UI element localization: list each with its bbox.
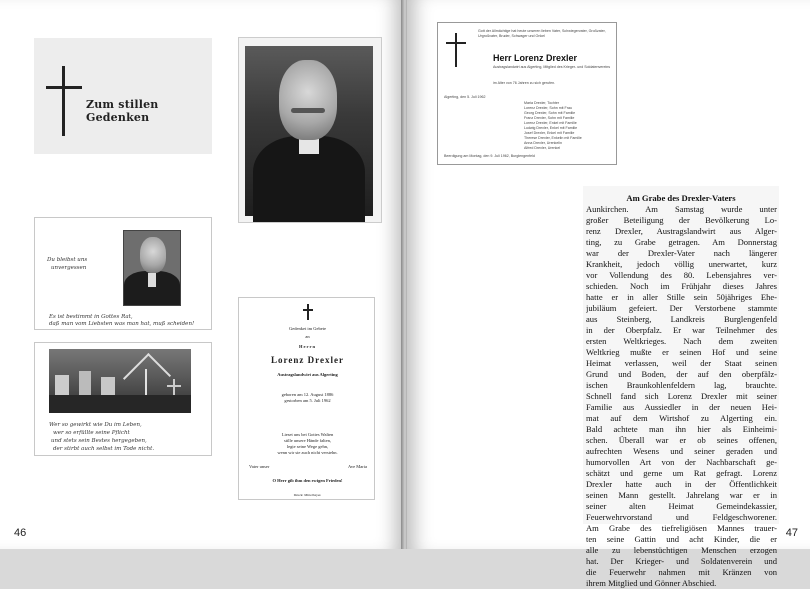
- memorial-card: [34, 217, 212, 330]
- clipping-line: mat auf dem Wirtshof zu Algerting ein.: [586, 413, 777, 423]
- prayer-verse-2: stille unsere Hände falten,: [284, 438, 331, 443]
- grave-line-3: und stets sein Bestes hergegeben,: [51, 438, 147, 444]
- clipping-line: renz Drexler, Austragslandwirt aus Alger-: [586, 226, 777, 236]
- prayer-verse-4: wenn wir sie auch nicht verstehn.: [277, 450, 338, 455]
- clipping-line: Grund und Boden, der auf den oberpfälz-: [586, 369, 777, 379]
- grave-line-4: der stirbt auch selbst im Tode nicht.: [53, 446, 155, 452]
- clipping-line: seiner alten Heimat Gemeindekassier,: [586, 501, 777, 511]
- notice-place-date: Algerting, den 5. Juli 1962: [444, 95, 486, 99]
- cross-icon: [446, 33, 466, 67]
- clipping-line: aufrechten Wesens und seiner geraden und: [586, 446, 777, 456]
- clipping-line: ihrem Mitglied und Gönner Abschied.: [586, 578, 717, 588]
- grave-line-1: Wer so gewirkt wie Du im Leben,: [49, 422, 142, 428]
- mourner-entry: Anna Drexler, Urenkelin: [524, 141, 562, 145]
- clipping-line: in der Oberpfalz. Er war Teilnehmer des: [586, 325, 777, 335]
- notice-mourners: [524, 101, 614, 151]
- grave-card: [34, 342, 212, 456]
- clipping-line: war der Drexler-Vater nach längerer: [586, 248, 777, 258]
- prayer-salutation: Herrn: [299, 344, 316, 349]
- clipping-line: humorvollen Art von der Nachbarschaft ge-: [586, 457, 777, 467]
- clipping-line: Schnell fand sich Lorenz Drexler mit seiner: [586, 391, 777, 401]
- clipping-line: schätzt und gerne um Rat gefragt. Lorenz: [586, 468, 777, 478]
- clipping-line: ersten Weltkrieges. Nach dem zweiten: [586, 336, 777, 346]
- prayer-ave-maria: Ave Maria: [347, 464, 367, 469]
- clipping-line: vor Vollendung des 80. Lebensjahres ver-: [586, 270, 777, 280]
- page-number: 47: [785, 527, 798, 539]
- notice-age: im Alter von 76 Jahren zu sich gerufen.: [493, 81, 556, 85]
- clipping-line: ischen Braunkohlenfeldern lag, brauchte.: [586, 380, 777, 390]
- clipping-line: Drexler hatte auch in der Öffentlichkeit: [586, 479, 777, 489]
- mourner-entry: Josef Drexler, Enkel mit Familie: [524, 131, 575, 135]
- memorial-line-2: unvergessen: [51, 265, 87, 271]
- newspaper-clipping: [583, 186, 779, 588]
- prayer-card: [238, 297, 375, 500]
- prayer-born: geboren am 12. August 1886: [281, 392, 334, 397]
- clipping-line: Heimat verlassen, weil der Staat seinen: [586, 358, 777, 368]
- notice-intro: Gott der Allmächtige hat heute unseren lieben Vater, Schwiegervater, Großvater, Urgroßvater, Bruder, Schwager und Onkel: [478, 29, 606, 38]
- mourner-entry: Lorenz Drexler, Enkel mit Familie: [524, 121, 577, 125]
- prayer-intro-1: Gedenket im Gebete: [289, 326, 326, 331]
- page-number: 46: [14, 527, 27, 539]
- clipping-headline: Am Grabe des Drexler-Vaters: [626, 193, 736, 203]
- clipping-line: großer Beteiligung der Bevölkerung Lo-: [586, 215, 777, 225]
- clipping-line: seinen Mann gestellt. Jahrelang war er in: [586, 490, 777, 500]
- clipping-line: Weltkrieg mußte er seinen Hof und seine: [586, 347, 777, 357]
- mourner-entry: Ludwig Drexler, Enkel mit Familie: [524, 126, 578, 130]
- prayer-name: Lorenz Drexler: [271, 355, 344, 365]
- left-page: [0, 0, 403, 549]
- clipping-line: alle zu lebenstüchtigen Menschen erzogen: [586, 545, 777, 555]
- grave-line-2: wer so erfüllte seine Pflicht: [53, 430, 130, 436]
- clipping-line: ten seine Gattin und acht Kinder, die er: [586, 534, 777, 544]
- cross-icon: [46, 66, 82, 136]
- memorial-line-1: Du bleibst uns: [47, 257, 88, 263]
- prayer-vater-unser: Vater unser: [249, 464, 270, 469]
- prayer-intro-2: an: [305, 334, 310, 339]
- clipping-line: aus Steinberg, Landkreis Burglengenfeld: [586, 314, 777, 324]
- clipping-line: hatte er in aller Stille sein 50jähriges Ehe-: [586, 292, 777, 302]
- notice-name: Herr Lorenz Drexler: [493, 53, 578, 63]
- portrait-photo: [238, 37, 382, 223]
- clipping-line: die Feuerwehr nahmen mit Kränzen von: [586, 567, 777, 577]
- memorial-photo: [123, 230, 181, 306]
- prayer-verse-1: Lieset uns bei Gottes Walten: [281, 432, 334, 437]
- clipping-line: Krankheit, jedoch völlig unerwartet, kurz: [586, 259, 777, 269]
- death-notice: [437, 22, 617, 165]
- clipping-line: Familie aus Aussiedler in der neuen Hei-: [586, 402, 777, 412]
- clipping-line: ting, zu Grabe getragen. Am Donnerstag: [586, 237, 777, 247]
- grave-photo: [49, 349, 191, 413]
- memorial-line-4: daß man vom Liebsten was man hat, muß scheiden!: [49, 321, 195, 327]
- notice-occupation: Austragslandwirt aus Algerting, Mitglied des Krieger- und Soldatenvereins: [493, 65, 611, 69]
- clipping-line: Bald achtete man ihn hier als Einheimi-: [586, 424, 777, 434]
- clipping-line: Aunkirchen. Am Samstag wurde unter: [586, 204, 777, 214]
- condolence-card: [34, 38, 212, 154]
- mourner-entry: Franz Drexler, Sohn mit Familie: [524, 116, 575, 120]
- clipping-line: hat. Der Krieger- und Soldatenverein und: [586, 556, 777, 566]
- clipping-line: schen. Überall war er ob seines offenen,: [586, 435, 777, 445]
- mourner-entry: Therese Drexler, Enkelin mit Familie: [524, 136, 582, 140]
- clipping-body: [586, 204, 777, 589]
- memorial-line-3: Es ist bestimmt in Gottes Rat,: [49, 314, 133, 320]
- prayer-died: gestorben am 5. Juli 1962: [284, 398, 331, 403]
- mourner-entry: Georg Drexler, Sohn mit Familie: [524, 111, 576, 115]
- prayer-verse-3: legte seine Wege gehn,: [286, 444, 329, 449]
- prayer-printer: Druck: Mittelbayer.: [293, 493, 322, 497]
- mourner-entry: Maria Drexler, Tochter: [524, 101, 560, 105]
- prayer-closing: O Herr gib ihm den ewigen Frieden!: [272, 478, 343, 483]
- condolence-title: Zum stillen Gedenken: [86, 98, 159, 124]
- clipping-line: schieden. Noch im Frühjahr dieses Jahres: [586, 281, 777, 291]
- mourner-entry: Lorenz Drexler, Sohn mit Frau: [524, 106, 572, 110]
- prayer-occupation: Austragslandwirt aus Algerting: [277, 372, 338, 377]
- clipping-line: Feuerwehrvorstand und Feldgeschworener.: [586, 512, 777, 522]
- mourner-entry: Alfred Drexler, Urenkel: [524, 146, 561, 150]
- cross-icon: [303, 304, 313, 320]
- notice-footer: Beerdigung am Montag, den 9. Juli 1962, Burglengenfeld: [444, 154, 535, 158]
- clipping-line: jubiläum gefeiert. Der Verstorbene stammte: [586, 303, 777, 313]
- clipping-line: Am Grabe des tiefreligiösen Mannes trauer-: [586, 523, 777, 533]
